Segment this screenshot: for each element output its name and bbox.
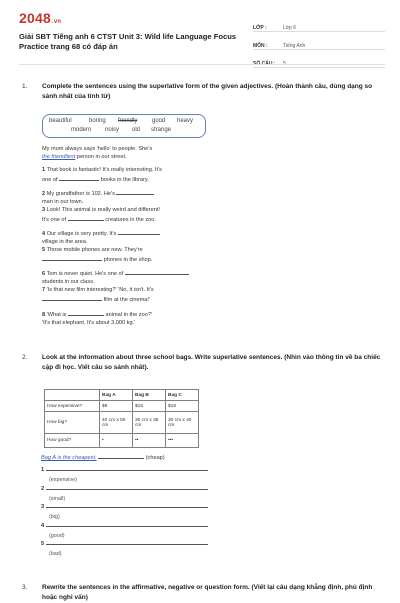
item-number: 1 [42, 167, 46, 173]
word: beautiful [49, 118, 72, 124]
question-number: 2. [22, 354, 28, 361]
item-text: 'What is [46, 312, 67, 318]
table-row [45, 412, 199, 434]
item-number: 5 [42, 247, 46, 253]
answer-blank[interactable] [59, 174, 99, 181]
exercise-item [42, 246, 222, 264]
table-cell: ••• [166, 434, 199, 448]
meta-row-class [253, 14, 385, 32]
item-number: 5 [41, 541, 45, 547]
example-answer: Bag A is the cheapest. [41, 455, 97, 461]
answer-row [41, 467, 208, 473]
answer-blank[interactable] [118, 228, 160, 235]
item-number: 2 [41, 486, 45, 492]
table-cell: 40 cm x 50 cm [100, 412, 133, 434]
answer-line[interactable] [46, 544, 208, 545]
meta-value: 5 [283, 61, 286, 67]
exercise-item [42, 166, 222, 184]
bags-table [44, 389, 199, 448]
row-label: How expensive? [45, 401, 100, 412]
table-cell: 30 cm x 35 cm [133, 412, 166, 434]
exercise-item [42, 268, 222, 286]
exercise-item [42, 228, 222, 246]
table-cell: • [100, 434, 133, 448]
meta-table [253, 14, 385, 68]
item-number: 4 [42, 231, 46, 237]
answer-blank[interactable] [68, 214, 104, 221]
meta-value: Tiếng Anh [283, 43, 306, 49]
answer-line [98, 458, 144, 459]
item-text: It's one of [42, 217, 67, 223]
word-used: friendly [118, 118, 138, 124]
item-number: 2 [42, 191, 46, 197]
item-hint: (small) [49, 496, 66, 502]
row-label: How good? [45, 434, 100, 448]
item-text: one of [42, 177, 58, 183]
meta-label: SỐ CÂU : [253, 61, 276, 67]
meta-label: LỚP : [253, 25, 267, 31]
item-text: students in our class. [42, 279, 95, 285]
table-header-cell: Bag C [166, 390, 199, 401]
meta-row-subject [253, 32, 385, 50]
item-number: 6 [42, 271, 46, 277]
question-text: Look at the information about three school bags. Write superlative sentences. (Nhìn vào thông tin về ba chiếc cặp đi học. Viết câu so sánh nhất). [42, 354, 381, 371]
example-tail: person in our street. [76, 154, 127, 160]
answer-line[interactable] [46, 489, 208, 490]
document-title: Giải SBT Tiếng anh 6 CTST Unit 3: Wild life Language Focus Practice trang 68 có đáp án [19, 32, 237, 51]
example-answer-line [41, 455, 165, 461]
word: noisy [105, 127, 120, 133]
item-number: 4 [41, 523, 45, 529]
table-header-cell: Bag B [133, 390, 166, 401]
question-text: Complete the sentences using the superlative form of the given adjectives. (Hoàn thành câu, dùng dạng so sánh nhất của tính từ) [42, 83, 373, 100]
item-number: 1 [41, 467, 45, 473]
word: modern [71, 127, 92, 133]
word: heavy [177, 118, 194, 124]
site-logo[interactable] [19, 10, 61, 26]
item-text: That book is fantastic! It's really interesting. It's [46, 167, 162, 173]
item-text: Those mobile phones are new. They're [46, 247, 143, 253]
item-text: man in our town. [42, 199, 84, 205]
header-divider [19, 64, 385, 65]
example-sentence [42, 145, 222, 161]
answer-blank[interactable] [42, 294, 102, 301]
answer-row [41, 504, 208, 510]
word: old [132, 127, 141, 133]
example-line-1: My mum always says 'hello' to people. She's [42, 146, 153, 152]
meta-label: MÔN : [253, 43, 268, 49]
table-cell: •• [133, 434, 166, 448]
item-text: Look! This animal is really weird and different! [46, 207, 160, 213]
answer-line[interactable] [46, 507, 208, 508]
meta-row-count [253, 50, 385, 68]
meta-value: Lớp 6 [283, 25, 297, 31]
answer-row [41, 486, 208, 492]
page-header [0, 0, 400, 67]
example-hint: (cheap) [145, 455, 165, 461]
item-text: Our village is very pretty. It's [46, 231, 117, 237]
question-text: Rewrite the sentences in the affirmative, negative or question form. (Viết lại câu dạng khẳng định, phủ định hoặc nghi vấn) [42, 584, 373, 601]
answer-blank[interactable] [42, 254, 102, 261]
table-row [45, 434, 199, 448]
table-cell: $15 [133, 401, 166, 412]
answer-blank[interactable] [68, 309, 104, 316]
question-number: 1. [22, 83, 28, 90]
item-text: animal in the zoo?' [105, 312, 152, 318]
item-number: 3 [41, 504, 45, 510]
example-answer: the friendliest [42, 154, 76, 160]
word-box [42, 114, 206, 138]
item-text: village in the area. [42, 239, 88, 245]
answer-line[interactable] [46, 526, 208, 527]
table-row [45, 401, 199, 412]
exercise-item [42, 206, 222, 224]
item-number: 7 [42, 287, 46, 293]
exercise-item [42, 309, 222, 327]
item-number: 8 [42, 312, 46, 318]
item-text: phones in the shop. [103, 257, 153, 263]
logo-main: 2048 [19, 10, 51, 26]
answer-blank[interactable] [116, 188, 154, 195]
table-header-cell: Bag A [100, 390, 133, 401]
item-text: 'Is that new film interesting?' 'No, it isn't. It's [46, 287, 154, 293]
table-cell: $9 [100, 401, 133, 412]
item-text: 'It's that elephant. It's about 3,000 kg.' [42, 320, 136, 326]
row-label: How big? [45, 412, 100, 434]
item-hint: (good) [49, 533, 65, 539]
table-cell: $18 [166, 401, 199, 412]
answer-row [41, 523, 208, 529]
table-header-cell [45, 390, 100, 401]
exercise-item [42, 286, 222, 304]
logo-suffix: .vn [51, 19, 62, 25]
question-number: 3. [22, 584, 28, 591]
exercise-item [42, 188, 222, 206]
item-text: books in the library. [100, 177, 149, 183]
item-text: My grandfather is 102. He's [46, 191, 115, 197]
item-text: creatures in the zoo. [105, 217, 156, 223]
answer-row [41, 541, 208, 547]
item-hint: (big) [49, 514, 60, 520]
item-number: 3 [42, 207, 46, 213]
word: boring [89, 118, 106, 124]
table-cell: 30 cm x 40 cm [166, 412, 199, 434]
word: strange [151, 127, 172, 133]
table-header-row [45, 390, 199, 401]
example-line-2 [42, 153, 222, 161]
item-text: film at the cinema!' [103, 297, 151, 303]
word: good [152, 118, 166, 124]
item-hint: (expensive) [49, 477, 77, 483]
answer-line[interactable] [46, 470, 208, 471]
item-text: Tom is never quiet. He's one of [46, 271, 124, 277]
item-hint: (bad) [49, 551, 62, 557]
answer-blank[interactable] [125, 268, 189, 275]
